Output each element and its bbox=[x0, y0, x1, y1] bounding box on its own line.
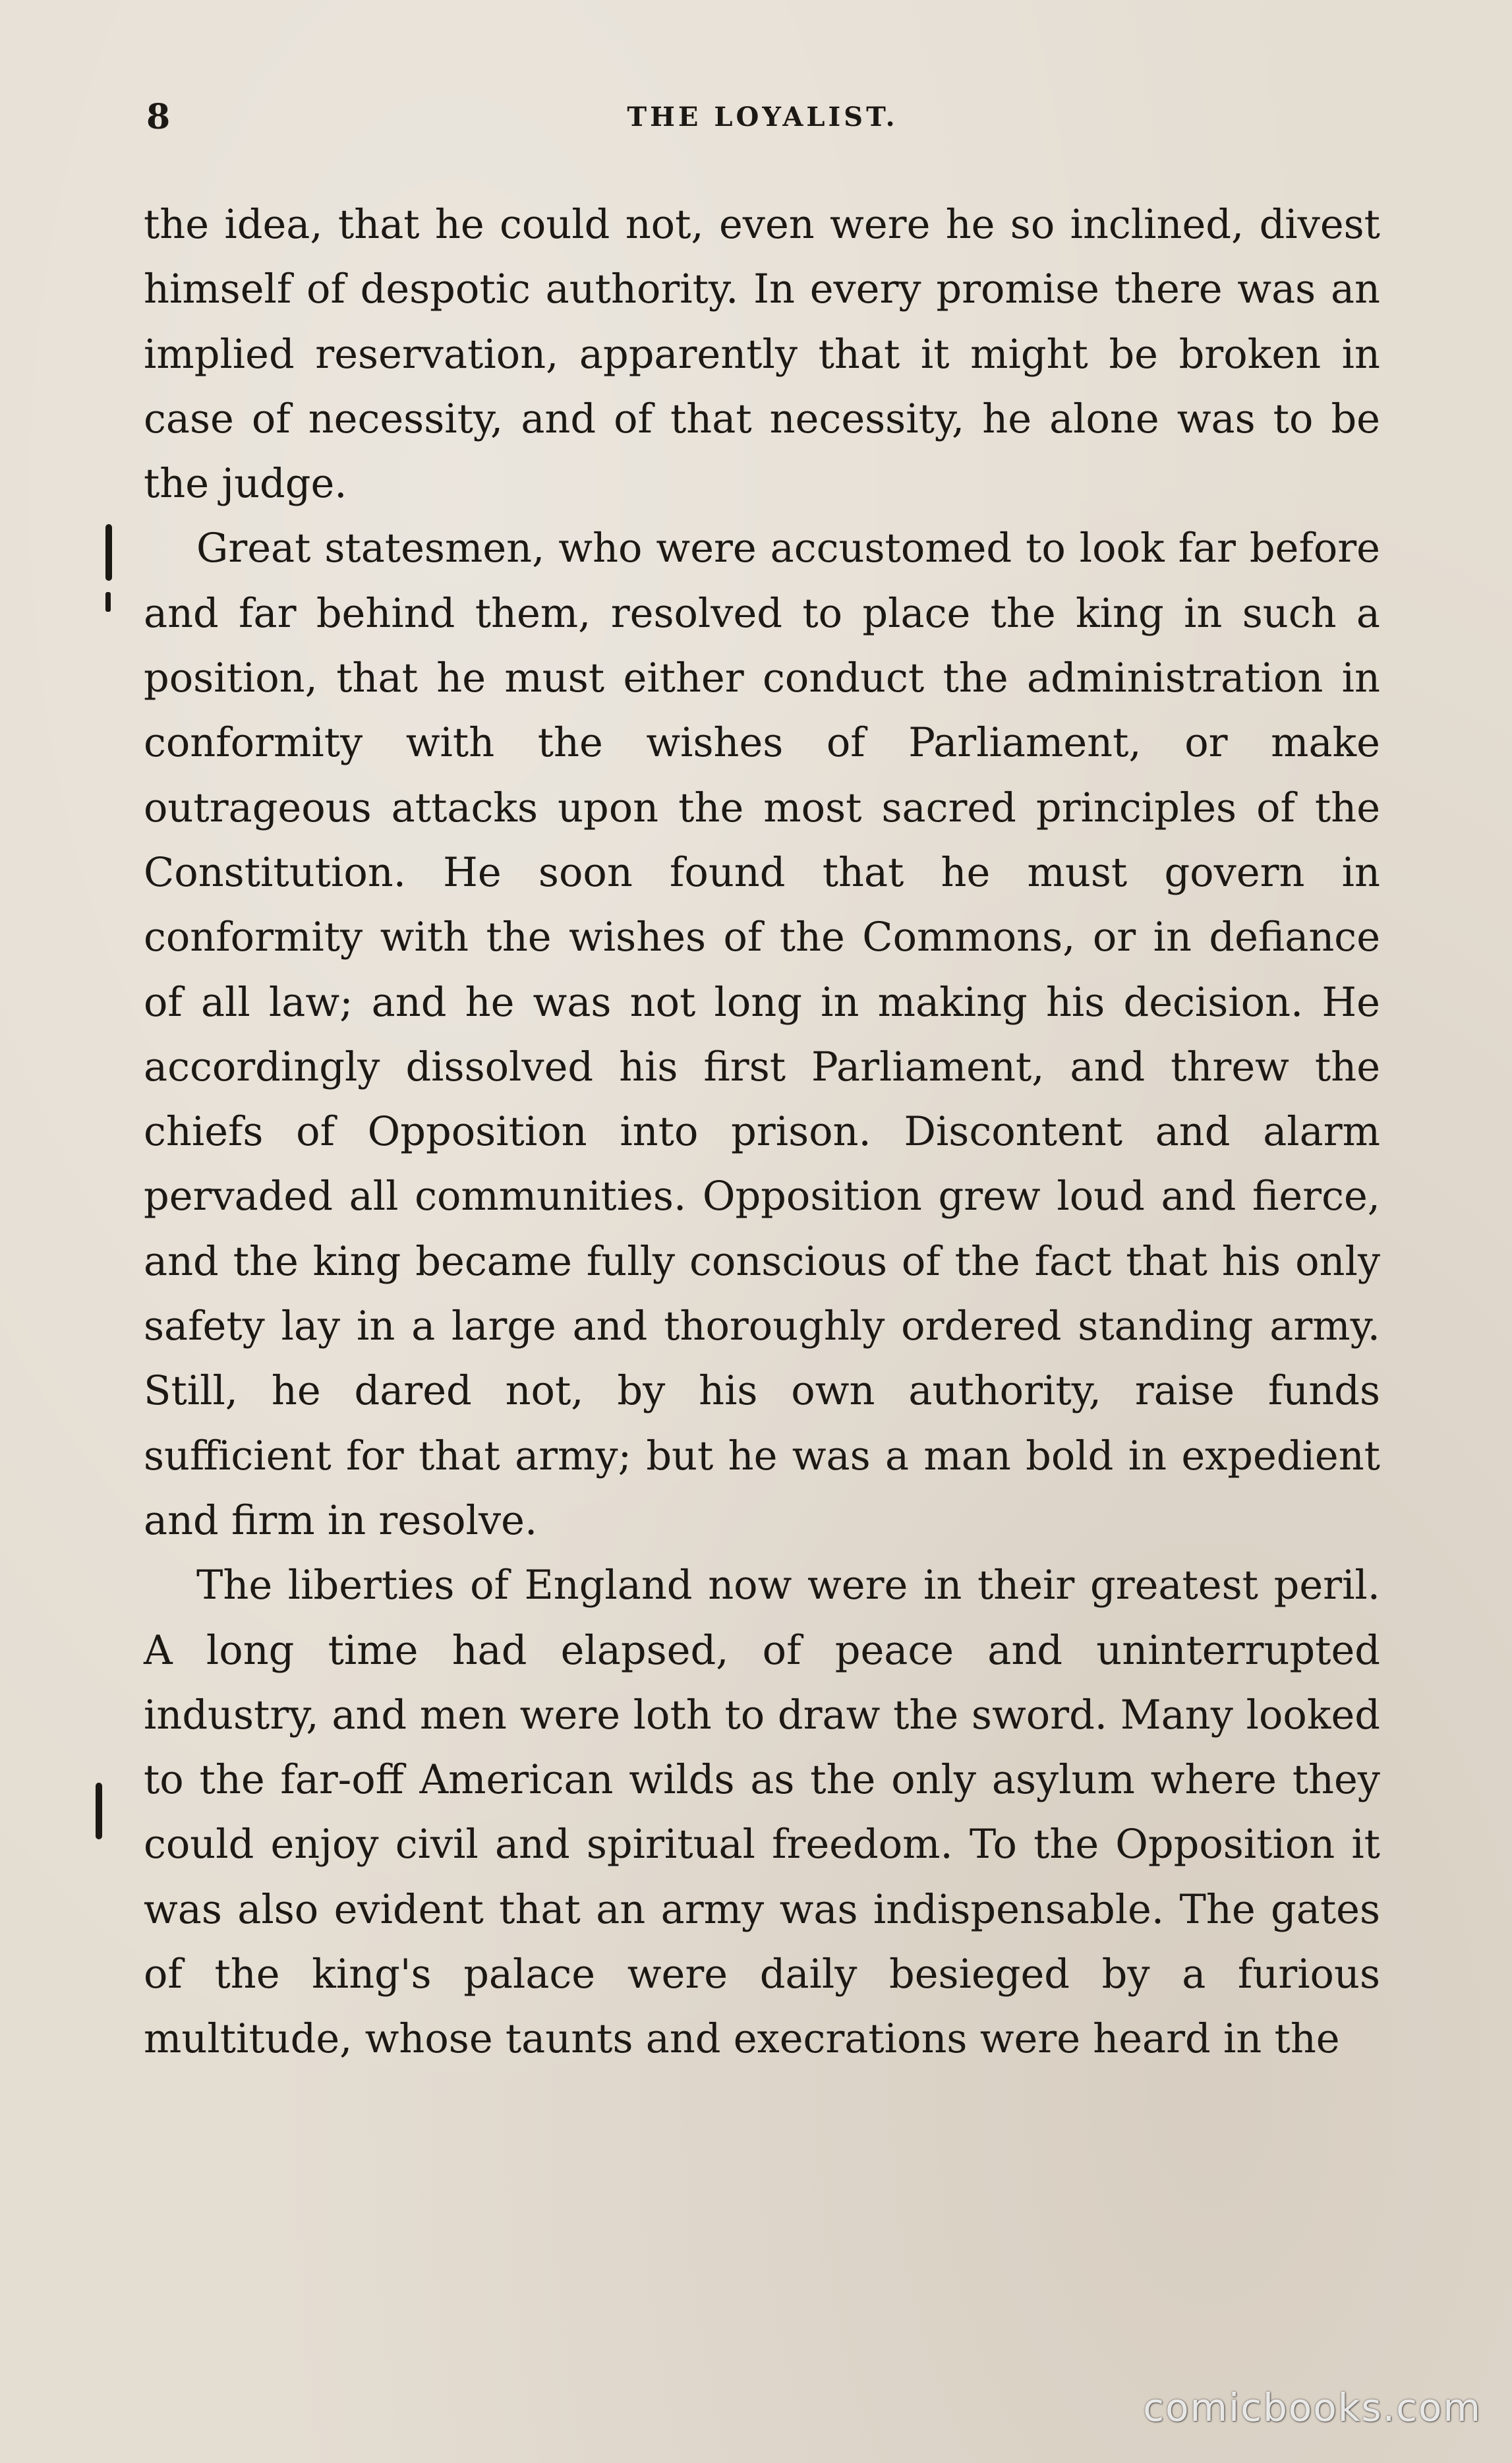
page-number: 8 bbox=[146, 97, 171, 137]
paragraph-continued: the idea, that he could not, even were he so inclined, divest himself of despotic authority. In every promise there was an implied reservation, apparently that it might be broken in case of necessity, and of that necessity, he alone was to be the judge. bbox=[144, 202, 1380, 508]
running-head bbox=[146, 91, 1379, 144]
margin-mark bbox=[105, 524, 112, 581]
paragraph: The liberties of England now were in their greatest peril. A long time had elapsed, of peace and uninterrupted industry, and men were loth to draw the sword. Many looked to the far-off American wilds as the only asylum where they could enjoy civil and spiritual freedom. To the Opposition it was also evident that an army was indispensable. The gates of the king's palace were daily besieged by a furious multitude, whose taunts and execrations were heard in the bbox=[144, 1562, 1380, 2063]
paragraph: Great statesmen, who were accustomed to look far before and far behind them, resolved to place the king in such a position, that he must either conduct the administration in conformity with the wishes of Parliament, or make outrageous attacks upon the most sacred principles of the Constitution. He soon found that he must govern in conformity with the wishes of the Commons, or in defiance of all law; and he was not long in making his decision. He accordingly dissolved his first Parliament, and threw the chiefs of Opposition into prison. Discontent and alarm pervaded all communities. Opposition grew loud and fierce, and the king became fully conscious of the fact that his only safety lay in a large and thoroughly ordered standing army. Still, he dared not, by his own authority, raise funds sufficient for that army; but he was a man bold in expedient and firm in resolve. bbox=[144, 525, 1380, 1544]
body-text bbox=[144, 193, 1380, 2072]
margin-mark bbox=[105, 592, 111, 612]
margin-mark bbox=[96, 1783, 102, 1839]
running-title: THE LOYALIST. bbox=[627, 102, 898, 133]
watermark: comicbooks.com bbox=[1143, 2385, 1482, 2430]
